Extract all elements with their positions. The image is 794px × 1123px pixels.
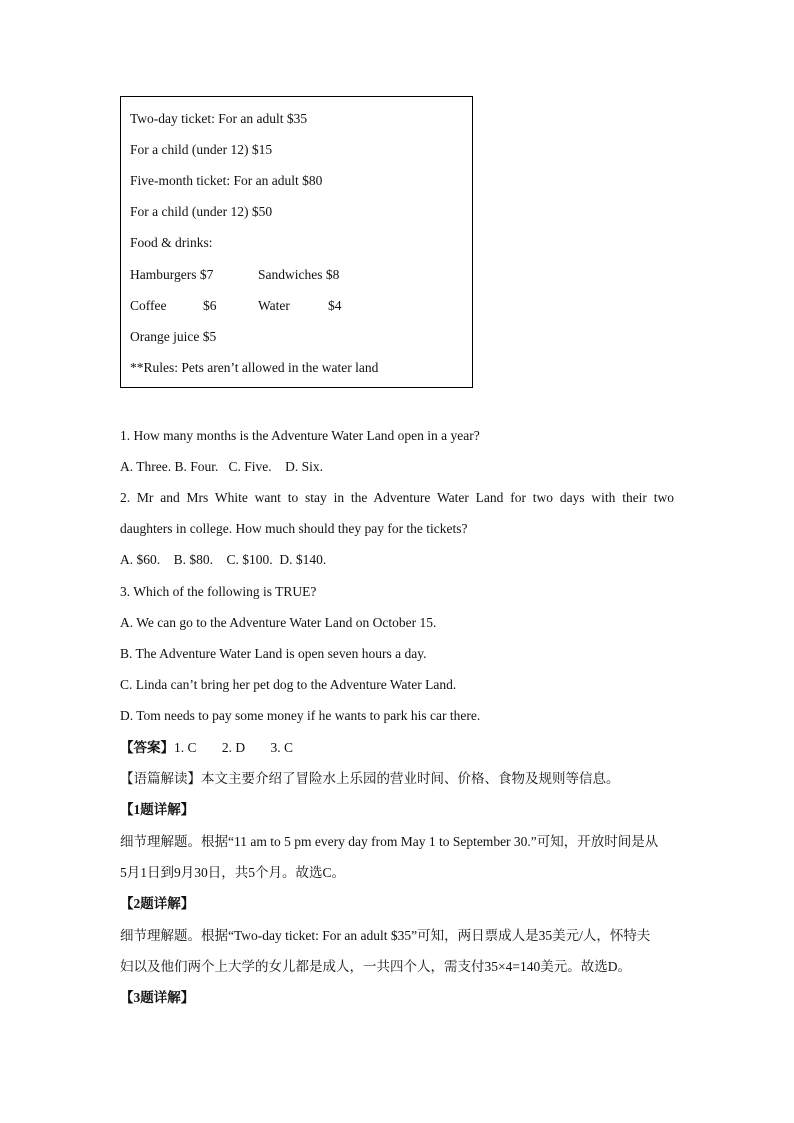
- question-2-line-2: daughters in college. How much should they pay for the tickets?: [120, 521, 468, 536]
- q1-option-c: C. Five.: [228, 459, 272, 474]
- food-drinks-heading: Food & drinks:: [130, 235, 213, 250]
- question-1: 1. How many months is the Adventure Water Land open in a year?: [120, 428, 480, 443]
- q2-option-d: D. $140.: [279, 552, 327, 567]
- question-2-line-1: 2. Mr and Mrs White want to stay in the Adventure Water Land for two days with their two: [120, 490, 674, 505]
- rules-text: **Rules: Pets aren’t allowed in the water land: [130, 360, 379, 375]
- five-month-child-price: For a child (under 12) $50: [130, 204, 273, 219]
- q2-option-b: B. $80.: [173, 552, 214, 567]
- answer-line: [120, 740, 293, 756]
- q3-option-d: D. Tom needs to pay some money if he wants to park his car there.: [120, 708, 481, 723]
- q2-option-c: C. $100.: [226, 552, 273, 567]
- sandwiches-price: Sandwiches $8: [258, 267, 340, 282]
- orange-juice-price: Orange juice $5: [130, 329, 217, 344]
- answer-1: 1. C: [174, 740, 197, 755]
- coffee-price: $6: [203, 298, 217, 313]
- detail-3-heading: 【3题详解】: [120, 990, 195, 1005]
- five-month-adult-price: Five-month ticket: For an adult $80: [130, 173, 323, 188]
- coffee-label: Coffee: [130, 298, 167, 313]
- water-price: $4: [328, 298, 342, 313]
- ticket-price-box: [120, 96, 473, 388]
- two-day-adult-price: Two-day ticket: For an adult $35: [130, 111, 308, 126]
- answer-label: 【答案】: [120, 740, 174, 755]
- detail-2-heading: 【2题详解】: [120, 896, 195, 911]
- question-3: 3. Which of the following is TRUE?: [120, 584, 317, 599]
- hamburgers-price: Hamburgers $7: [130, 267, 214, 282]
- passage-summary: 【语篇解读】本文主要介绍了冒险水上乐园的营业时间、价格、食物及规则等信息。: [120, 771, 620, 786]
- q3-option-b: B. The Adventure Water Land is open seven hours a day.: [120, 646, 427, 661]
- q2-option-a: A. $60.: [120, 552, 161, 567]
- q3-option-c: C. Linda can’t bring her pet dog to the Adventure Water Land.: [120, 677, 457, 692]
- answer-3: 3. C: [270, 740, 294, 755]
- detail-1-line-1: 细节理解题。根据“11 am to 5 pm every day from May 1 to September 30.”可知，开放时间是从: [120, 834, 659, 849]
- detail-1-line-2: 5月1日到9月30日，共5个月。故选C。: [120, 865, 346, 880]
- detail-1-heading: 【1题详解】: [120, 802, 195, 817]
- question-1-options: [120, 459, 323, 475]
- q3-option-a: A. We can go to the Adventure Water Land on October 15.: [120, 615, 437, 630]
- question-2-options: [120, 552, 326, 568]
- q1-option-a: A. Three.: [120, 459, 172, 474]
- q1-option-b: B. Four.: [174, 459, 219, 474]
- water-label: Water: [258, 298, 290, 313]
- detail-2-line-1: 细节理解题。根据“Two-day ticket: For an adult $35”可知，两日票成人是35美元/人，怀特夫: [120, 928, 651, 943]
- detail-2-line-2: 妇以及他们两个上大学的女儿都是成人，一共四个人，需支付35×4=140美元。故选D。: [120, 959, 631, 974]
- two-day-child-price: For a child (under 12) $15: [130, 142, 273, 157]
- q1-option-d: D. Six.: [285, 459, 324, 474]
- answer-2: 2. D: [221, 740, 246, 755]
